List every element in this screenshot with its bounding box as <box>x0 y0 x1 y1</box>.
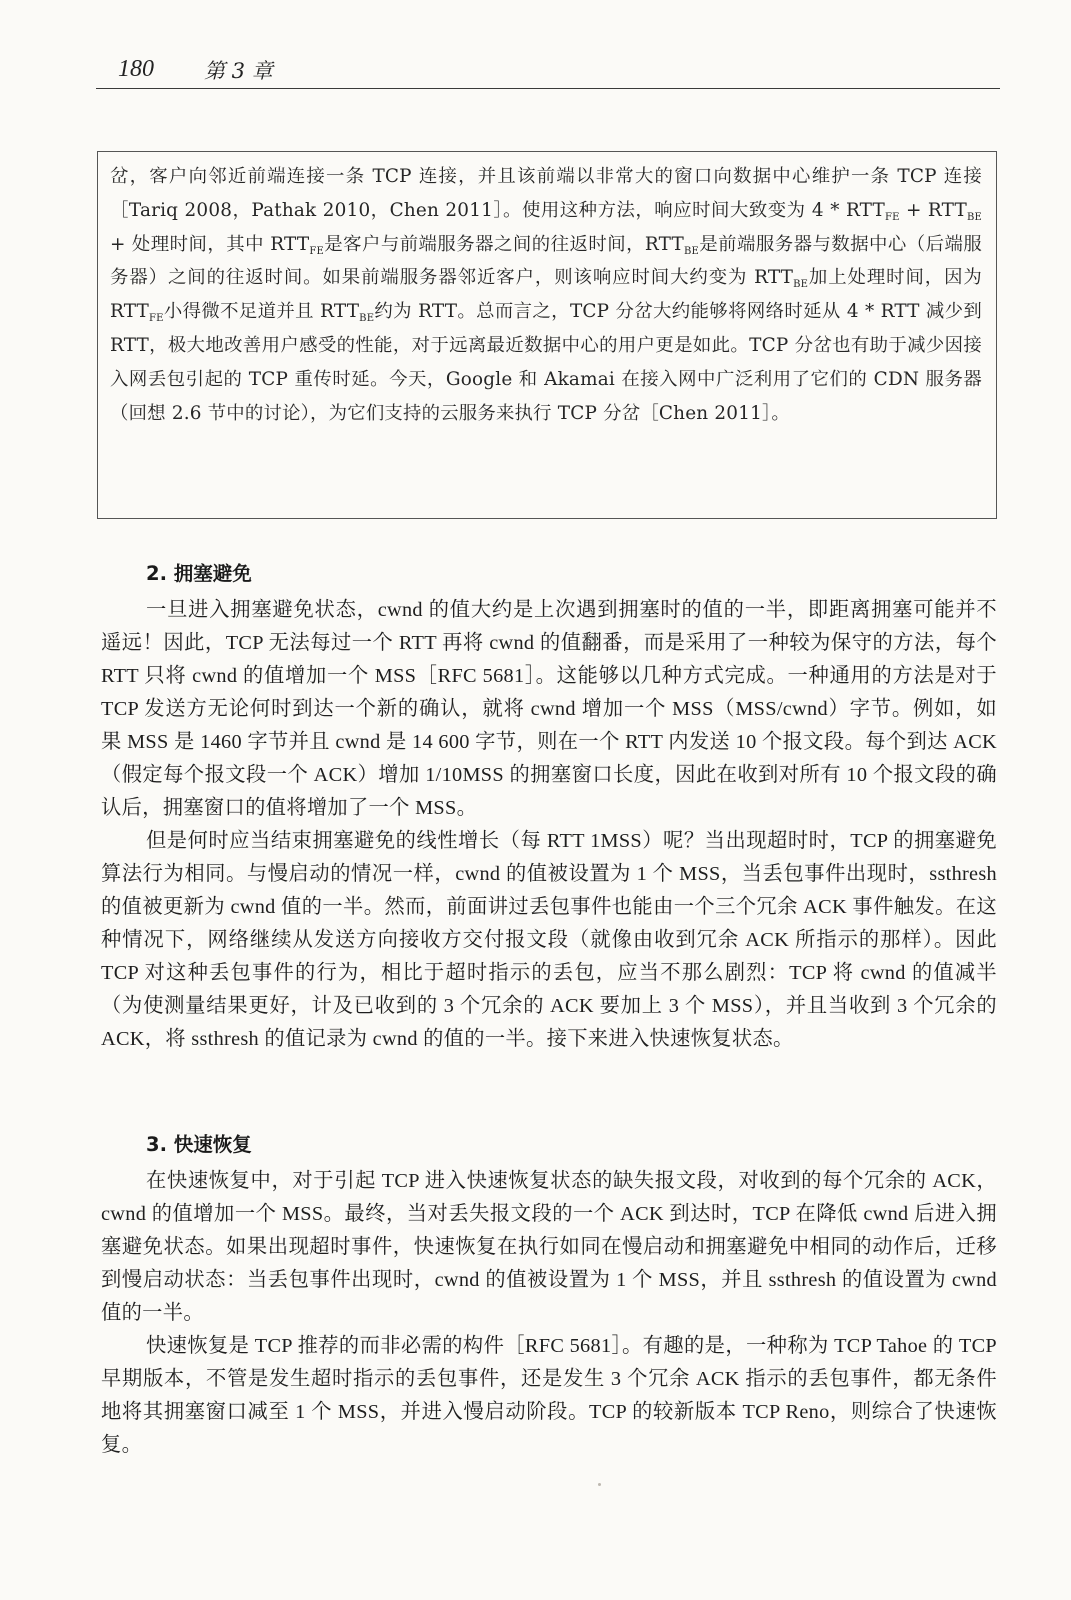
page-number: 180 <box>118 56 154 82</box>
subscript-be: BE <box>793 279 809 291</box>
sidebar-box-text <box>110 160 982 430</box>
section-heading-fast-recovery: 3. 快速恢复 <box>146 1133 252 1156</box>
box-text-segment: 小得微不足道并且 RTT <box>163 301 360 323</box>
subscript-be: BE <box>966 211 982 223</box>
section-body-fast-recovery <box>101 1165 997 1462</box>
subscript-fe: FE <box>309 245 324 257</box>
box-text-segment: + RTT <box>899 199 967 221</box>
box-text-segment: 约为 RTT。总而言之，TCP 分岔大约能够将网络时延从 4 * RTT 减少到 RTT，极大地改善用户感受的性能，对于远离最近数据中心的用户更是如此。TCP 分岔也有助于减少因接入网丢包引起的 TCP 重传时延。今天，Google 和 Akamai 在接入网中广泛利用了它们的 CDN 服务器（回想 2.6 节中的讨论），为它们支持的云服务来执行 TCP 分岔［Chen 2011］。 <box>110 301 982 424</box>
paragraph: 快速恢复是 TCP 推荐的而非必需的构件［RFC 5681］。有趣的是，一种称为 TCP Tahoe 的 TCP 早期版本，不管是发生超时指示的丢包事件，还是发生 3 个冗余 ACK 指示的丢包事件，都无条件地将其拥塞窗口减至 1 个 MSS，并进入慢启动阶段。TCP 的较新版本 TCP Reno，则综合了快速恢复。 <box>101 1335 997 1456</box>
box-text-segment: 是前端服务器与数据中心（后端服务器）之间的往返时间。如果前端服务器邻近客户，则该响应时间大约变为 RTT <box>110 233 982 289</box>
paragraph: 但是何时应当结束拥塞避免的线性增长（每 RTT 1MSS）呢？当出现超时时，TCP 的拥塞避免算法行为相同。与慢启动的情况一样，cwnd 的值被设置为 1 个 MSS，当丢包事件出现时，ssthresh 的值被更新为 cwnd 值的一半。然而，前面讲过丢包事件也能由一个三个冗余 ACK 事件触发。在这种情况下，网络继续从发送方向接收方交付报文段（就像由收到冗余 ACK 所指示的那样）。因此 TCP 对这种丢包事件的行为，相比于超时指示的丢包，应当不那么剧烈：TCP 将 cwnd 的值减半（为使测量结果更好，计及已收到的 3 个冗余的 ACK 要加上 3 个 MSS），并且当收到 3 个冗余的 ACK，将 ssthresh 的值记录为 cwnd 的值的一半。接下来进入快速恢复状态。 <box>101 830 997 1050</box>
box-text-segment: 加上处理时间，因为 RTT <box>110 267 982 323</box>
section-heading-congestion-avoidance: 2. 拥塞避免 <box>146 562 252 585</box>
paragraph: 在快速恢复中，对于引起 TCP 进入快速恢复状态的缺失报文段，对收到的每个冗余的 ACK，cwnd 的值增加一个 MSS。最终，当对丢失报文段的一个 ACK 到达时，TCP 在降低 cwnd 后进入拥塞避免状态。如果出现超时事件，快速恢复在执行如同在慢启动和拥塞避免中相同的动作后，迁移到慢启动状态：当丢包事件出现时，cwnd 的值被设置为 1 个 MSS，并且 ssthresh 的值设置为 cwnd 值的一半。 <box>101 1170 997 1324</box>
paragraph: 一旦进入拥塞避免状态，cwnd 的值大约是上次遇到拥塞时的值的一半，即距离拥塞可能并不遥远！因此，TCP 无法每过一个 RTT 再将 cwnd 的值翻番，而是采用了一种较为保守的方法，每个 RTT 只将 cwnd 的值增加一个 MSS［RFC 5681］。这能够以几种方式完成。一种通用的方法是对于 TCP 发送方无论何时到达一个新的确认，就将 cwnd 增加一个 MSS（MSS/cwnd）字节。例如，如果 MSS 是 1460 字节并且 cwnd 是 14 600 字节，则在一个 RTT 内发送 10 个报文段。每个到达 ACK（假定每个报文段一个 ACK）增加 1/10MSS 的拥塞窗口长度，因此在收到对所有 10 个报文段的确认后，拥塞窗口的值将增加了一个 MSS。 <box>101 599 997 819</box>
subscript-fe: FE <box>884 211 900 223</box>
box-text-segment: 是客户与前端服务器之间的往返时间，RTT <box>323 233 684 255</box>
box-text-segment: + 处理时间，其中 RTT <box>110 233 310 255</box>
box-text-segment: 岔，客户向邻近前端连接一条 TCP 连接，并且该前端以非常大的窗口向数据中心维护一条 TCP 连接［Tariq 2008，Pathak 2010，Chen 2011］。使用这种方法，响应时间大致变为 4 * RTT <box>110 166 982 221</box>
sidebar-box <box>97 151 997 519</box>
section-body-congestion-avoidance <box>101 594 997 1056</box>
subscript-fe: FE <box>149 313 164 325</box>
subscript-be: BE <box>683 245 699 257</box>
paper-speck <box>598 1483 601 1486</box>
page-header <box>96 52 1000 89</box>
chapter-title: 第 3 章 <box>204 59 273 83</box>
subscript-be: BE <box>359 313 375 325</box>
